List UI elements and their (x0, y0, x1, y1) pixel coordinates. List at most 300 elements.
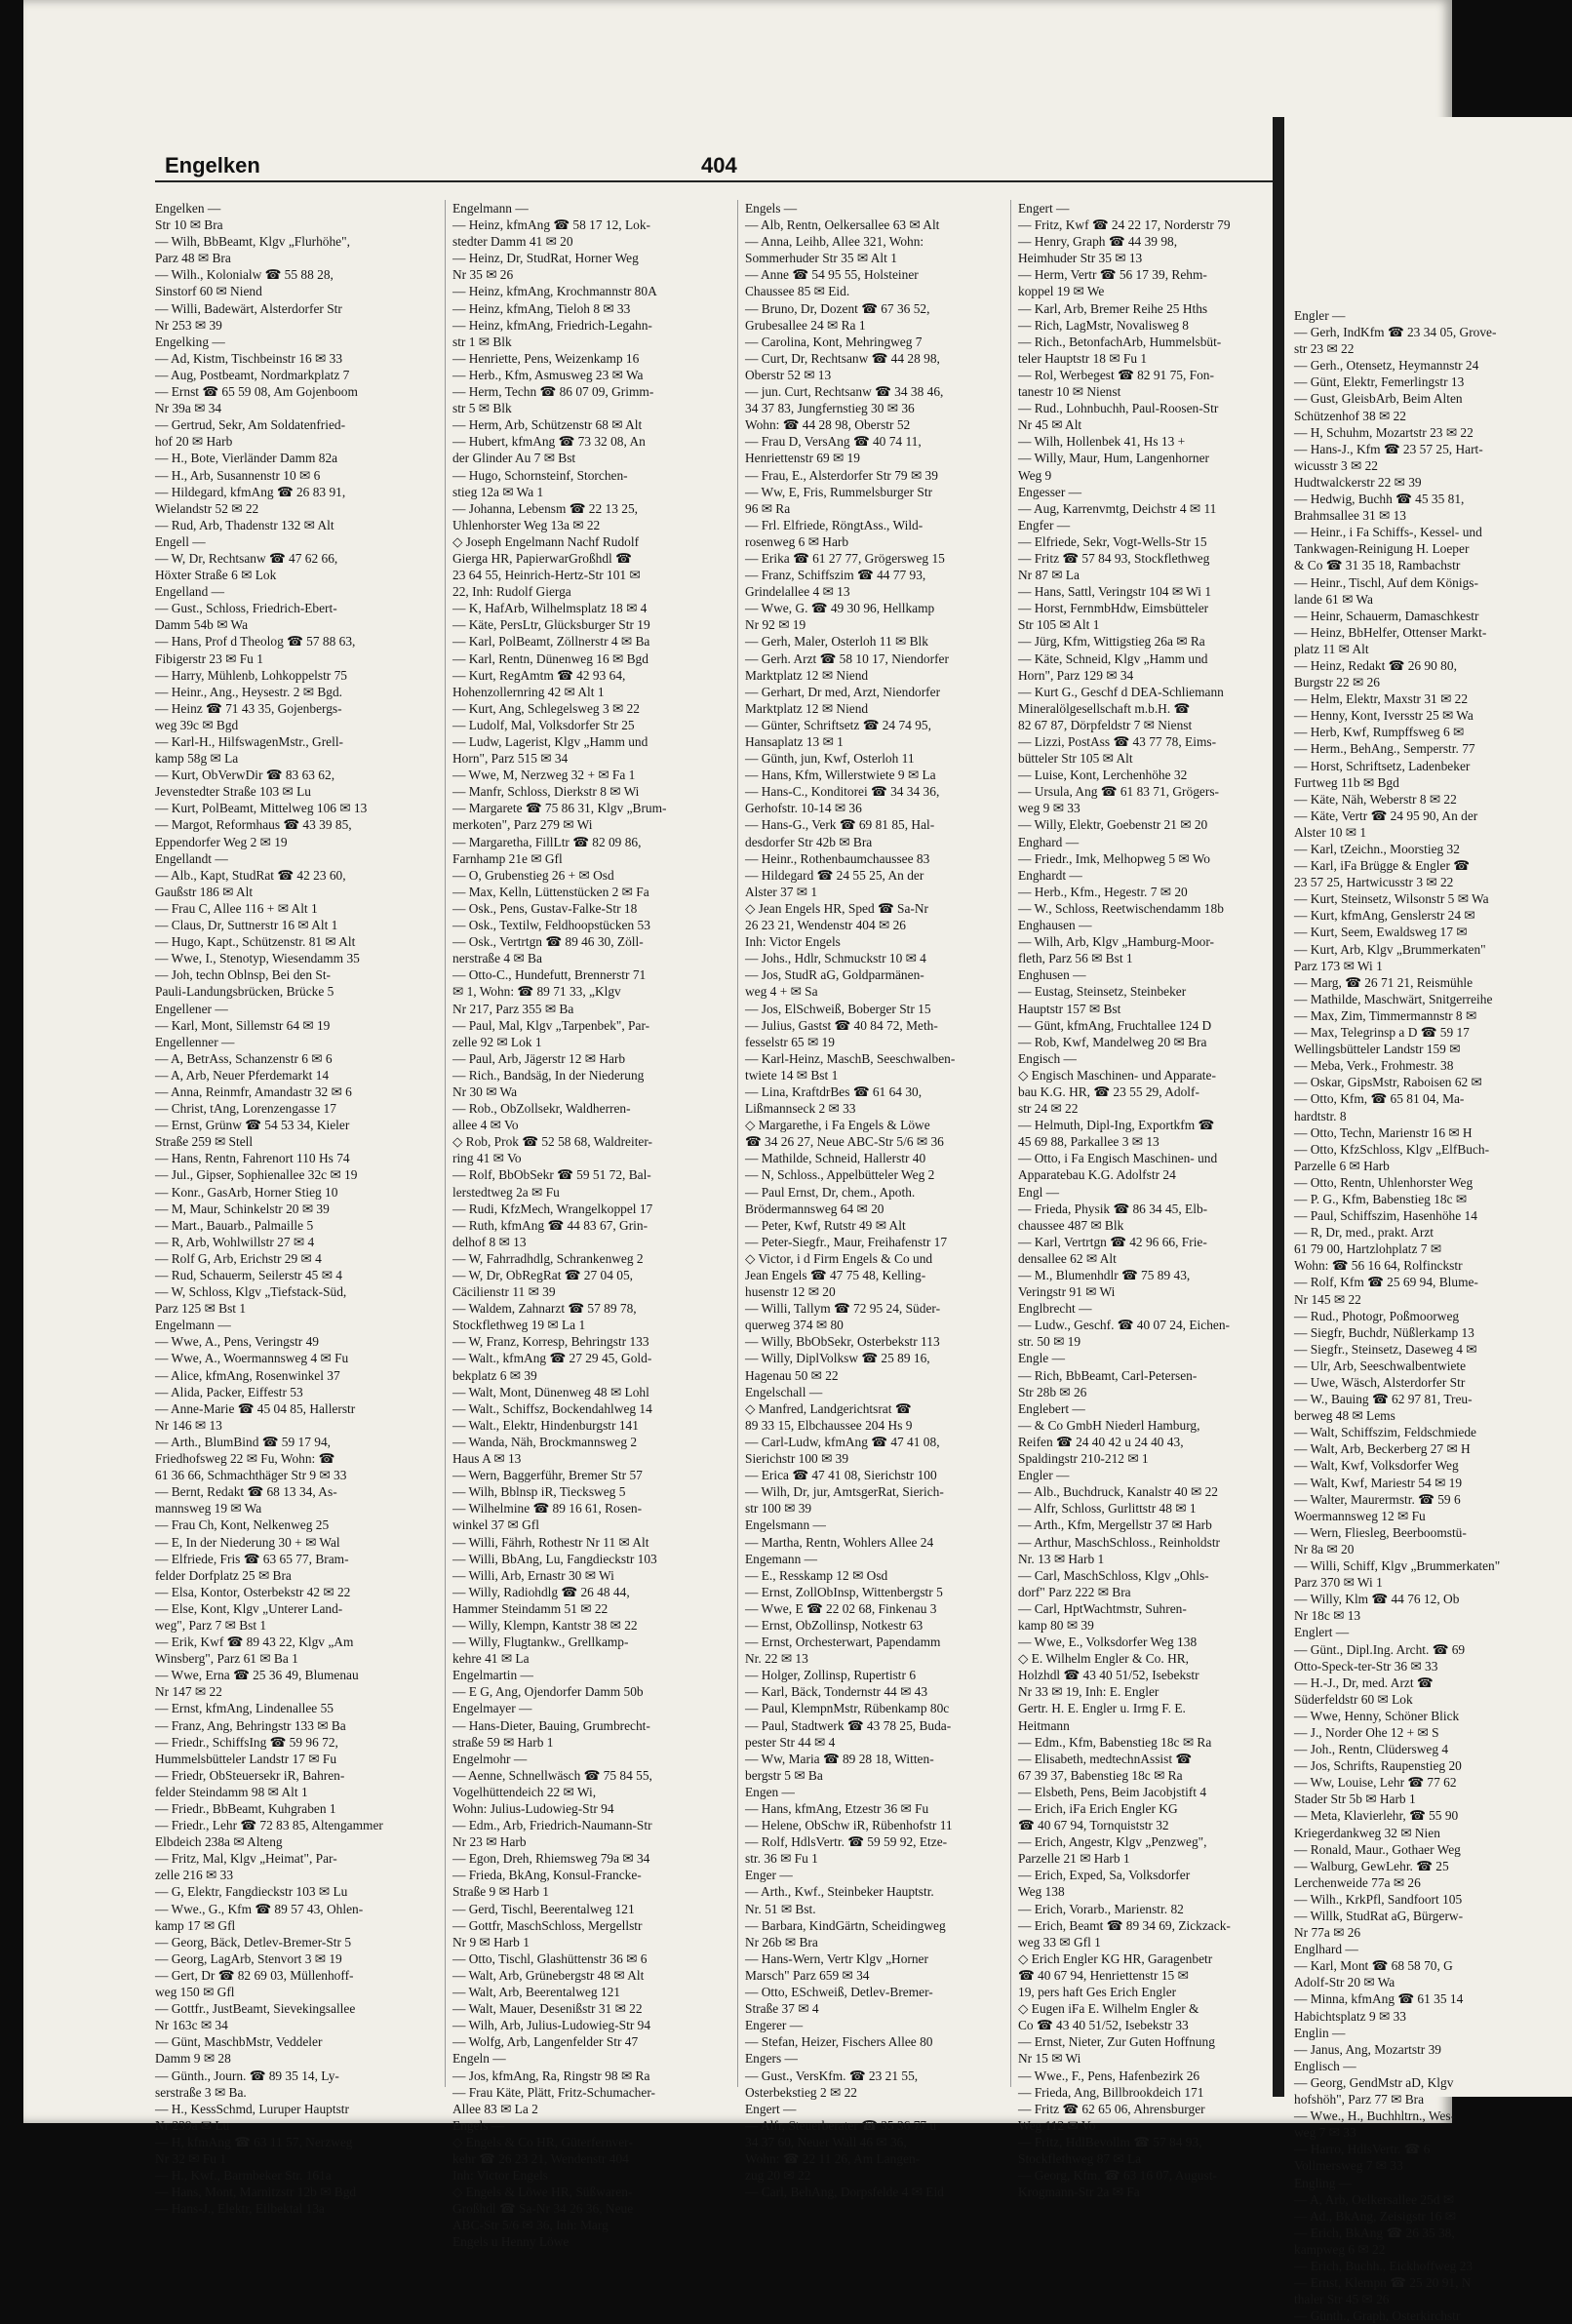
directory-line: — Gerh. Arzt ☎ 58 10 17, Niendorfer (745, 650, 949, 666)
directory-line: Weg 9 (1018, 467, 1052, 483)
directory-line: lande 61 ✉ Wa (1294, 591, 1373, 607)
directory-line: Höxter Straße 6 ✉ Lok (155, 568, 277, 583)
directory-line: str. 36 ✉ Fu 1 (745, 1851, 818, 1867)
directory-line: Engerer — (745, 2018, 804, 2033)
directory-line: — Waldem, Zahnarzt ☎ 57 89 78, (452, 1301, 637, 1317)
directory-line: — Erich, Angestr, Klgv „Penzweg", (1018, 1834, 1207, 1850)
directory-line: Nr 92 ✉ 19 (745, 617, 806, 633)
directory-line: Schützenhof 38 ✉ 22 (1294, 408, 1406, 423)
directory-line: — A, Arb, Neuer Pferdemarkt 14 (155, 1067, 330, 1083)
directory-line: — Heinz, BbHelfer, Ottenser Markt- (1294, 624, 1487, 640)
directory-line: — Johs., Hdlr, Schmuckstr 10 ✉ 4 (745, 951, 926, 966)
directory-line: Nr 146 ✉ 13 (155, 1417, 222, 1433)
directory-line: — Hugo, Schornsteinf, Storchen- (452, 467, 628, 483)
directory-line: ◇ Engels & Co HR, Güterfernver- (452, 2134, 633, 2149)
directory-line: kamp 58g ✉ La (155, 751, 239, 767)
directory-line: Chaussee 85 ✉ Eid. (745, 284, 850, 299)
directory-line: zelle 92 ✉ Lok 1 (452, 1034, 542, 1049)
directory-line: — Aug, Karrenvmtg, Deichstr 4 ✉ 11 (1018, 500, 1217, 516)
directory-line: 45 69 88, Parkallee 3 ✉ 13 (1018, 1134, 1159, 1150)
directory-line: — Karl-Heinz, MaschB, Seeschwalben- (745, 1050, 956, 1066)
directory-line: — Jul., Gipser, Sophienallee 32c ✉ 19 (155, 1167, 358, 1183)
directory-line: Reifen ☎ 24 40 42 u 24 40 43, (1018, 1434, 1184, 1449)
directory-line: — & Co GmbH Niederl Hamburg, (1018, 1417, 1200, 1433)
directory-line: Engert — (745, 2101, 797, 2116)
directory-line: — Wwe, I., Stenotyp, Wiesendamm 35 (155, 951, 360, 966)
directory-line: — Hans, kfmAng, Etzestr 36 ✉ Fu (745, 1801, 929, 1816)
directory-line: — Walt., kfmAng ☎ 27 29 45, Gold- (452, 1351, 652, 1366)
directory-line: — A, Arb, Oelkersallee 25d ✉ (1294, 2191, 1455, 2207)
directory-line: 67 39 37, Babenstieg 18c ✉ Ra (1018, 1767, 1183, 1783)
directory-line: Engellener — (155, 1001, 228, 1016)
directory-line: kamp 80 ✉ 39 (1018, 1617, 1094, 1633)
directory-line: Nr 87 ✉ La (1018, 568, 1080, 583)
directory-line: — Wwe, Erna ☎ 25 36 49, Blumenau (155, 1668, 359, 1683)
directory-line: Brödermannsweg 64 ✉ 20 (745, 1201, 884, 1216)
directory-line: — W, Fahrradhdlg, Schrankenweg 2 (452, 1250, 644, 1266)
directory-line: Hansaplatz 13 ✉ 1 (745, 734, 844, 749)
directory-line: — Wwe, E ☎ 22 02 68, Finkenau 3 (745, 1600, 937, 1616)
directory-line: — Heinz, Redakt ☎ 26 90 80, (1294, 657, 1457, 673)
directory-line: — Willk, StudRat aG, Bürgerw- (1294, 1909, 1464, 1923)
directory-line: Grubesallee 24 ✉ Ra 1 (745, 317, 866, 333)
directory-line: Engler — (1294, 308, 1346, 323)
directory-line: Engelken — (155, 201, 221, 216)
directory-line: ✉ 1, Wohn: ☎ 89 71 33, „Klgv (452, 984, 621, 1000)
directory-line: — Frieda, Physik ☎ 86 34 45, Elb- (1018, 1201, 1208, 1216)
directory-line: — Hans, Prof d Theolog ☎ 57 88 63, (155, 634, 356, 650)
directory-line: — Käte, PersLtr, Glücksburger Str 19 (452, 617, 650, 633)
directory-line: koppel 19 ✉ We (1018, 284, 1105, 299)
directory-line: — Rolf G, Arb, Erichstr 29 ✉ 4 (155, 1250, 322, 1266)
directory-line: Damm 9 ✉ 28 (155, 2051, 231, 2067)
directory-line: — Günt, MaschbMstr, Veddeler (155, 2034, 323, 2050)
directory-line: — Horst, Schriftsetz, Ladenbeker (1294, 758, 1471, 773)
directory-line: — A, BetrAss, Schanzenstr 6 ✉ 6 (155, 1050, 333, 1066)
directory-line: Hummelsbütteler Landstr 17 ✉ Fu (155, 1751, 337, 1766)
directory-line: 82 67 87, Dörpfeldstr 7 ✉ Nienst (1018, 717, 1193, 732)
directory-line: Gaußstr 186 ✉ Alt (155, 884, 254, 899)
directory-line: — Carl, MaschSchloss, Klgv „Ohls- (1018, 1567, 1209, 1583)
directory-line: — Mathilde, Maschwärt, Snitgerreihe (1294, 991, 1493, 1006)
column-1 (155, 200, 430, 2217)
directory-line: ring 41 ✉ Vo (452, 1151, 522, 1166)
directory-line: Osterbekstieg 2 ✉ 22 (745, 2084, 857, 2100)
directory-line: — Osk., Vertrtgn ☎ 89 46 30, Zöll- (452, 934, 644, 950)
directory-line: — Heinz, Dr, StudRat, Horner Weg (452, 251, 639, 266)
directory-line: — Wern, Baggerführ, Bremer Str 57 (452, 1468, 643, 1483)
directory-line: — Wilh, Arb, Klgv „Hamburg-Moor- (1018, 934, 1215, 950)
directory-line: — Günth, jun, Kwf, Osterloh 11 (745, 751, 915, 767)
directory-line: — Frau Käte, Plätt, Fritz-Schumacher- (452, 2084, 655, 2100)
directory-line: Straße 259 ✉ Stell (155, 1134, 254, 1150)
directory-line: Engelland — (155, 584, 225, 600)
directory-line: — Jos, Schrifts, Raupenstieg 20 (1294, 1758, 1462, 1774)
directory-line: — Erich, iFa Erich Engler KG (1018, 1801, 1178, 1816)
directory-line: — Otto, Kfm, ☎ 65 81 04, Ma- (1294, 1091, 1465, 1107)
directory-line: — Willy, Klm ☎ 44 76 12, Ob (1294, 1592, 1460, 1607)
directory-line: Engelking — (155, 334, 225, 349)
directory-line: Engfer — (1018, 517, 1071, 532)
directory-line: — Wwe, M, Nerzweg 32 + ✉ Fa 1 (452, 768, 636, 783)
directory-line: — Ursula, Ang ☎ 61 83 71, Grögers- (1018, 784, 1219, 800)
directory-line: — Lizzi, PostAss ☎ 43 77 78, Eims- (1018, 734, 1217, 749)
directory-line: Engelmohr — (452, 1751, 528, 1766)
directory-line: Nr 163c ✉ 34 (155, 2018, 228, 2033)
directory-line: — Ludw., Geschf. ☎ 40 07 24, Eichen- (1018, 1318, 1230, 1333)
directory-line: — Herb., Kfm., Hegestr. 7 ✉ 20 (1018, 884, 1188, 899)
directory-line: — Arthur, MaschSchloss., Reinholdstr (1018, 1534, 1221, 1550)
directory-line: — Günter, Schriftsetz ☎ 24 74 95, (745, 717, 931, 732)
directory-line: — Hans, Mont, Marnitzstr 12b ✉ Bgd (155, 2185, 357, 2200)
directory-line: bergstr 5 ✉ Ba (745, 1767, 823, 1783)
directory-line: — Karl, Rentn, Dünenweg 16 ✉ Bgd (452, 650, 648, 666)
directory-line: Nr 253 ✉ 39 (155, 317, 222, 333)
directory-line: — Gust, GleisbArb, Beim Alten (1294, 391, 1463, 407)
directory-line: — Rud., Photogr, Poßmoorweg (1294, 1308, 1460, 1323)
directory-line: — Wilh, Arb, Julius-Ludowieg-Str 94 (452, 2018, 651, 2033)
directory-line: — Harry, Mühlenb, Lohkoppelstr 75 (155, 667, 347, 683)
directory-line: delhof 8 ✉ 13 (452, 1234, 527, 1249)
directory-line: — Wanda, Näh, Brockmannsweg 2 (452, 1434, 638, 1449)
directory-line: Co ☎ 43 40 51/52, Isebekstr 33 (1018, 2018, 1189, 2033)
directory-line: Furtweg 11b ✉ Bgd (1294, 774, 1399, 790)
directory-line: — Kurt G., Geschf d DEA-Schliemann (1018, 684, 1224, 699)
directory-line: Wohn: ☎ 44 28 98, Oberstr 52 (745, 417, 911, 433)
directory-line: zug 20 ✉ 22 (745, 2168, 811, 2184)
directory-line: Sierichstr 100 ✉ 39 (745, 1451, 849, 1467)
directory-line: Nr 26b ✉ Bra (745, 1934, 818, 1950)
directory-line: berweg 48 ✉ Lems (1294, 1408, 1395, 1424)
directory-line: ABC-Str 5/6 ✉ 36, Inh: Marg (452, 2218, 609, 2233)
directory-line: Engelmann — (155, 1318, 231, 1333)
directory-line: Engels — (452, 2117, 505, 2133)
directory-line: Parz 370 ✉ Wi 1 (1294, 1575, 1383, 1591)
directory-line: Alster 10 ✉ 1 (1294, 824, 1367, 840)
directory-line: — Joh., Rentn, Clüdersweg 4 (1294, 1742, 1449, 1757)
directory-line: Otto-Speck-ter-Str 36 ✉ 33 (1294, 1658, 1438, 1674)
directory-line: — Willi, Arb, Ernastr 30 ✉ Wi (452, 1567, 614, 1583)
directory-line: lerstedtweg 2a ✉ Fu (452, 1184, 560, 1200)
directory-line: zelle 216 ✉ 33 (155, 1868, 234, 1883)
directory-line: Marsch" Parz 659 ✉ 34 (745, 1967, 870, 1983)
directory-line: nerstraße 4 ✉ Ba (452, 951, 542, 966)
directory-line: — Peter, Kwf, Rutstr 49 ✉ Alt (745, 1217, 906, 1233)
directory-line: hardtstr. 8 (1294, 1108, 1347, 1123)
directory-line: — Kurt, RegAmtm ☎ 42 93 64, (452, 667, 626, 683)
directory-line: — Gust., VersKfm. ☎ 23 21 55, (745, 2068, 919, 2083)
page-header (155, 151, 1277, 182)
directory-line: Inh: Victor Engels (452, 2168, 548, 2184)
directory-line: Engell — (155, 533, 206, 549)
directory-line: — Johanna, Lebensm ☎ 22 13 25, (452, 500, 638, 516)
directory-line: Heimhuder Str 35 ✉ 13 (1018, 251, 1143, 266)
directory-line: — Helm, Elektr, Maxstr 31 ✉ 22 (1294, 691, 1469, 707)
directory-line: — Kurt, Steinsetz, Wilsonstr 5 ✉ Wa (1294, 891, 1489, 907)
directory-line: ☎ 34 26 27, Neue ABC-Str 5/6 ✉ 36 (745, 1134, 944, 1150)
directory-line: Hauptstr 157 ✉ Bst (1018, 1001, 1121, 1016)
directory-line: — Willy, Maur, Hum, Langenhorner (1018, 451, 1210, 466)
directory-line: — Georg, Kfm. ☎ 63 16 07, August- (1018, 2168, 1217, 2184)
directory-line: Hudtwalckerstr 22 ✉ 39 (1294, 474, 1422, 490)
directory-line: — Wilh., KrkPfl, Sandfoort 105 (1294, 1891, 1463, 1907)
directory-line: Weg 112 ✉ Vo (1018, 2117, 1096, 2133)
directory-line: Grindelallee 4 ✉ 13 (745, 584, 850, 600)
directory-line: — Erika ☎ 61 27 77, Grögersweg 15 (745, 550, 945, 566)
directory-line: — Käte, Schneid, Klgv „Hamm und (1018, 650, 1208, 666)
directory-line: — Walt., Schiffsz, Bockendahlweg 14 (452, 1400, 652, 1416)
directory-line: — Hildegard, kfmAng ☎ 26 83 91, (155, 484, 346, 499)
directory-line: — Edm., Arb, Friedrich-Naumann-Str (452, 1818, 652, 1833)
directory-line: Vogelhüttendeich 22 ✉ Wi, (452, 1784, 597, 1799)
page-title: Engelken (165, 153, 260, 177)
directory-line: — E G, Ang, Ojendorfer Damm 50b (452, 1684, 644, 1700)
directory-line: — Otto-C., Hundefutt, Brennerstr 71 (452, 967, 647, 983)
directory-line: — Mathilde, Schneid, Hallerstr 40 (745, 1151, 926, 1166)
directory-line: — N, Schloss., Appelbütteler Weg 2 (745, 1167, 935, 1183)
directory-line: — Erica ☎ 47 41 08, Sierichstr 100 (745, 1468, 937, 1483)
directory-line: stieg 12a ✉ Wa 1 (452, 484, 544, 499)
directory-line: ◇ E. Wilhelm Engler & Co. HR, (1018, 1651, 1190, 1667)
directory-line: — Hedwig, Buchh ☎ 45 35 81, (1294, 492, 1465, 507)
directory-line: Nr 35 ✉ 26 (452, 267, 514, 283)
directory-line: — Friedr, ObSteuersekr iR, Bahren- (155, 1767, 345, 1783)
directory-line: Nr 239a ✉ Lu (155, 2117, 230, 2133)
directory-line: Elbdeich 238a ✉ Alteng (155, 1834, 283, 1850)
directory-line: Eppendorfer Weg 2 ✉ 19 (155, 834, 288, 849)
directory-line: weg 7 ✉ 33 (1294, 2125, 1356, 2141)
directory-line: ◇ Eugen iFa E. Wilhelm Engler & (1018, 2001, 1199, 2017)
directory-line: — Marg, ☎ 26 71 21, Reismühle (1294, 974, 1474, 990)
directory-line: — H, Schuhm, Mozartstr 23 ✉ 22 (1294, 424, 1474, 440)
directory-line: felder Steindamm 98 ✉ Alt 1 (155, 1784, 308, 1799)
directory-line: Pauli-Landungsbrücken, Brücke 5 (155, 984, 334, 1000)
directory-line: — Wilh, Hollenbek 41, Hs 13 + (1018, 434, 1186, 450)
directory-line: Engelmartin — (452, 1668, 533, 1683)
directory-line: — Frau C, Allee 116 + ✉ Alt 1 (155, 900, 318, 916)
directory-line: chaussee 487 ✉ Blk (1018, 1217, 1124, 1233)
directory-line: — Herm., BehAng., Semperstr. 77 (1294, 741, 1475, 757)
directory-line: — O, Grubenstieg 26 + ✉ Osd (452, 867, 614, 883)
directory-line: thaler Str 45 ✉ 26 (1294, 2292, 1390, 2307)
directory-line: — Willi, Schiff, Klgv „Brummerkaten" (1294, 1558, 1501, 1574)
directory-line: Engisch — (1018, 1050, 1077, 1066)
directory-line: str 5 ✉ Blk (452, 401, 512, 416)
directory-line: — Kurt, ObVerwDir ☎ 83 63 62, (155, 768, 335, 783)
directory-line: — Stefan, Heizer, Fischers Allee 80 (745, 2034, 933, 2050)
directory-line: — Hans-Dieter, Bauing, Grumbrecht- (452, 1717, 650, 1733)
directory-line: — Willy, Flugtankw., Grellkamp- (452, 1635, 629, 1650)
directory-line: — Wwe, Henny, Schöner Blick (1294, 1708, 1460, 1723)
directory-line: — Wilh., Kolonialw ☎ 55 88 28, (155, 267, 334, 283)
directory-line: 34 37 83, Jungfernstieg 30 ✉ 36 (745, 401, 915, 416)
directory-line: Nr 30 ✉ Wa (452, 1083, 518, 1099)
directory-line: — W, Schloss, Klgv „Tiefstack-Süd, (155, 1284, 347, 1300)
directory-line: Straße 9 ✉ Harb 1 (452, 1884, 549, 1900)
directory-line: — Meta, Klavierlehr, ☎ 55 90 (1294, 1808, 1459, 1824)
directory-line: Nr. 22 ✉ 13 (745, 1651, 808, 1667)
directory-line: — Willy, BbObSekr, Osterbekstr 113 (745, 1334, 940, 1350)
column-2 (452, 200, 727, 2250)
directory-line: — Minna, kfmAng ☎ 61 35 14 (1294, 1991, 1464, 2007)
directory-line: Alster 37 ✉ 1 (745, 884, 818, 899)
directory-line: — Manfr, Schloss, Dierkstr 8 ✉ Wi (452, 784, 640, 800)
directory-line: — Siegfr., Steinsetz, Daseweg 4 ✉ (1294, 1341, 1477, 1357)
directory-line: — Alb., Kapt, StudRat ☎ 42 23 60, (155, 867, 346, 883)
directory-line: — Janus, Ang, Mozartstr 39 (1294, 2041, 1442, 2057)
directory-line: — Rich, LagMstr, Novalisweg 8 (1018, 317, 1190, 333)
directory-line: serstraße 3 ✉ Ba. (155, 2084, 247, 2100)
directory-line: — Heinr., Ang., Heysestr. 2 ✉ Bgd. (155, 684, 342, 699)
directory-line: hofshöh", Parz 77 ✉ Bra (1294, 2092, 1425, 2107)
directory-line: rosenweg 6 ✉ Harb (745, 533, 849, 549)
directory-line: — Ernst, ZollObInsp, Wittenbergstr 5 (745, 1584, 943, 1599)
directory-line: — Otto, Tischl, Glashüttenstr 36 ✉ 6 (452, 1950, 648, 1966)
directory-line: str. 50 ✉ 19 (1018, 1334, 1081, 1350)
directory-line: Allee 83 ✉ La 2 (452, 2101, 538, 2116)
directory-line: — Gert, Dr ☎ 82 69 03, Müllenhoff- (155, 1967, 354, 1983)
directory-line: weg 150 ✉ Gfl (155, 1985, 235, 2000)
directory-line: — Karl, Bäck, Tondernstr 44 ✉ 43 (745, 1684, 928, 1700)
directory-line: — Wwe., H., Buchhltrn., Wes- (1294, 2108, 1456, 2124)
directory-line: — G, Elektr, Fangdieckstr 103 ✉ Lu (155, 1884, 348, 1900)
directory-line: — Rob, Kwf, Mandelweg 20 ✉ Bra (1018, 1034, 1207, 1049)
directory-line: Nr. 13 ✉ Harb 1 (1018, 1551, 1105, 1566)
directory-line: — H, kfmAng ☎ 63 11 57, Nerzweg (155, 2134, 353, 2149)
directory-line: — Otto, Techn, Marienstr 16 ✉ H (1294, 1124, 1473, 1140)
directory-line: Apparatebau K.G. Adolfstr 24 (1018, 1167, 1176, 1183)
directory-line: straße 59 ✉ Harb 1 (452, 1734, 554, 1750)
directory-line: — M., Blumenhdlr ☎ 75 89 43, (1018, 1268, 1191, 1282)
directory-line: — Wwe., F., Pens, Hafenbezirk 26 (1018, 2068, 1200, 2083)
directory-line: — Max, Kelln, Lüttenstücken 2 ✉ Fa (452, 884, 649, 899)
directory-line: — Gust., Schloss, Friedrich-Ebert- (155, 601, 337, 616)
directory-line: — Rolf, Kfm ☎ 25 69 94, Blume- (1294, 1275, 1478, 1290)
directory-line: — Ww, E, Fris, Rummelsburger Str (745, 484, 933, 499)
directory-line: — Fritz, Mal, Klgv „Heimat", Par- (155, 1851, 337, 1867)
directory-line: Engels u Henny Löwe (452, 2234, 570, 2250)
directory-line: — Willi, Badewärt, Alsterdorfer Str (155, 300, 342, 316)
directory-line: — Anna, Leihb, Allee 321, Wohn: (745, 234, 924, 250)
directory-line: — Rol, Werbegest ☎ 82 91 75, Fon- (1018, 367, 1214, 382)
directory-line: — Wwe, G. ☎ 49 30 96, Hellkamp (745, 601, 935, 616)
directory-line: — Alida, Packer, Eiffestr 53 (155, 1384, 303, 1399)
directory-line: — Karl-H., HilfswagenMstr., Grell- (155, 734, 344, 749)
directory-line: ☎ 40 67 94, Henriettenstr 15 ✉ (1018, 1967, 1189, 1983)
directory-line: — Lina, KraftdrBes ☎ 61 64 30, (745, 1083, 923, 1099)
directory-line: Sinstorf 60 ✉ Niend (155, 284, 262, 299)
directory-line: — K, HafArb, Wilhelmsplatz 18 ✉ 4 (452, 601, 648, 616)
directory-line: — Elsbeth, Pens, Beim Jacobjstift 4 (1018, 1784, 1207, 1799)
column-divider (737, 200, 738, 2087)
directory-line: — Hugo, Kapt., Schützenstr. 81 ✉ Alt (155, 934, 356, 950)
directory-line: — Heinz, kfmAng, Friedrich-Legahn- (452, 317, 652, 333)
directory-line: Großhdl ☎ Sa-Nr 34 26 36, Neue (452, 2201, 634, 2217)
directory-line: — Gerhart, Dr med, Arzt, Niendorfer (745, 684, 941, 699)
directory-line: — Osk., Textilw, Feldhoopstücken 53 (452, 918, 650, 933)
directory-line: — Arth., Kfm, Mergellstr 37 ✉ Harb (1018, 1517, 1212, 1533)
directory-line: — Peter-Siegfr., Maur, Freihafenstr 17 (745, 1234, 948, 1249)
facing-page (1273, 117, 1572, 2324)
directory-line: Lerchenweide 77a ✉ 26 (1294, 1874, 1421, 1890)
directory-line: Engesser — (1018, 484, 1082, 499)
directory-line: — Rich., Bandsäg, In der Niederung (452, 1067, 645, 1083)
directory-line: Burgstr 22 ✉ 26 (1294, 675, 1380, 690)
directory-line: twiete 14 ✉ Bst 1 (745, 1067, 839, 1083)
directory-line: Jevenstedter Straße 103 ✉ Lu (155, 784, 311, 800)
directory-line: — Jos, StudR aG, Goldparmänen- (745, 967, 924, 983)
directory-line: — Elfriede, Fris ☎ 63 65 77, Bram- (155, 1551, 349, 1566)
directory-line: — Georg, GendMstr aD, Klgv (1294, 2074, 1454, 2090)
directory-line: — Herm, Arb, Schützenstr 68 ✉ Alt (452, 417, 643, 433)
directory-line: — Anne-Marie ☎ 45 04 85, Hallerstr (155, 1400, 356, 1416)
directory-line: Nr. 51 ✉ Bst. (745, 1901, 816, 1916)
directory-line: — Rich., BetonfachArb, Hummelsbüt- (1018, 334, 1222, 349)
directory-line: Englin — (1294, 2025, 1346, 2040)
directory-line: — Ulr, Arb, Seeschwalbentwiete (1294, 1358, 1467, 1373)
directory-line: — Uwe, Wäsch, Alsterdorfer Str (1294, 1375, 1466, 1390)
directory-line: — Gertrud, Sekr, Am Soldatenfried- (155, 417, 346, 433)
directory-line: — Erich, Beamt ☎ 89 34 69, Zickzack- (1018, 1917, 1231, 1933)
directory-line: — Elisabeth, medtechnAssist ☎ (1018, 1751, 1193, 1766)
directory-line: Nr 32 ✉ Fu 1 (155, 2150, 226, 2166)
directory-line: — Rud, Arb, Thadenstr 132 ✉ Alt (155, 517, 334, 532)
directory-line: Engels — (745, 201, 798, 216)
directory-line: Mineralölgesellschaft m.b.H. ☎ (1018, 700, 1191, 716)
directory-line: ◇ Engisch Maschinen- und Apparate- (1018, 1067, 1216, 1083)
directory-line: — Kurt, Ang, Schlegelsweg 3 ✉ 22 (452, 700, 640, 716)
page-number: 404 (701, 153, 737, 177)
directory-line: Parzelle 6 ✉ Harb (1294, 1158, 1390, 1173)
directory-line: — Karl, Mont, Sillemstr 64 ✉ 19 (155, 1017, 331, 1033)
directory-line: — Wilh, BbBeamt, Klgv „Flurhöhe", (155, 234, 350, 250)
directory-line: Engeln — (452, 2051, 506, 2067)
directory-line: Uhlenhorster Weg 13a ✉ 22 (452, 517, 601, 532)
directory-line: — Osk., Pens, Gustav-Falke-Str 18 (452, 900, 638, 916)
directory-line: — Frieda, Ang, Billbrookdeich 171 (1018, 2084, 1204, 2100)
directory-line: ☎ 40 67 94, Tornquiststr 32 (1018, 1818, 1169, 1833)
directory-line: — Karl, Vertrtgn ☎ 42 96 66, Frie- (1018, 1234, 1207, 1249)
directory-line: — Alb, Rentn, Oelkersallee 63 ✉ Alt (745, 217, 940, 233)
directory-line: — Willi, BbAng, Lu, Fangdieckstr 103 (452, 1551, 657, 1566)
directory-line: — jun. Curt, Rechtsanw ☎ 34 38 46, (745, 384, 944, 400)
directory-line: — Wilhelmine ☎ 89 16 61, Rosen- (452, 1501, 643, 1517)
directory-line: 89 33 15, Elbchaussee 204 Hs 9 (745, 1417, 913, 1433)
directory-line: Straße 37 ✉ 4 (745, 2001, 819, 2017)
directory-line: — Karl, tZeichn., Moorstieg 32 (1294, 842, 1460, 856)
directory-line: — Curt, Dr, Rechtsanw ☎ 44 28 98, (745, 350, 940, 366)
directory-line: Englisch — (1294, 2058, 1356, 2073)
directory-line: — Henry, Graph ☎ 44 39 98, (1018, 234, 1178, 250)
directory-line: — Arth., BlumBind ☎ 59 17 94, (155, 1434, 331, 1449)
directory-line: — Herm, Vertr ☎ 56 17 39, Rehm- (1018, 267, 1207, 283)
directory-line: Hagenau 50 ✉ 22 (745, 1367, 839, 1383)
directory-line: — W, Franz, Korresp, Behringstr 133 (452, 1334, 649, 1350)
directory-line: — Ludolf, Mal, Volksdorfer Str 25 (452, 717, 635, 732)
directory-line: ◇ Engels & Löwe HR, Süßwaren- (452, 2185, 633, 2200)
directory-line: — Käte, Näh, Weberstr 8 ✉ 22 (1294, 791, 1457, 807)
directory-line: teler Hauptstr 18 ✉ Fu 1 (1018, 350, 1148, 366)
directory-line: Parz 125 ✉ Bst 1 (155, 1301, 247, 1317)
directory-line: — Rob., ObZollsekr, Waldherren- (452, 1101, 631, 1117)
directory-line: — Friedr., Lehr ☎ 72 83 85, Altengammer (155, 1818, 383, 1833)
directory-line: — Margot, Reformhaus ☎ 43 39 85, (155, 817, 352, 833)
directory-line: — Gottfr, MaschSchloss, Mergellstr (452, 1917, 643, 1933)
directory-line: ◇ Erich Engler KG HR, Garagenbetr (1018, 1950, 1213, 1966)
directory-line: — Frau Ch, Kont, Nelkenweg 25 (155, 1517, 330, 1533)
directory-line: Veringstr 91 ✉ Wi (1018, 1284, 1116, 1300)
directory-line: & Co ☎ 31 35 18, Rambachstr (1294, 558, 1461, 573)
